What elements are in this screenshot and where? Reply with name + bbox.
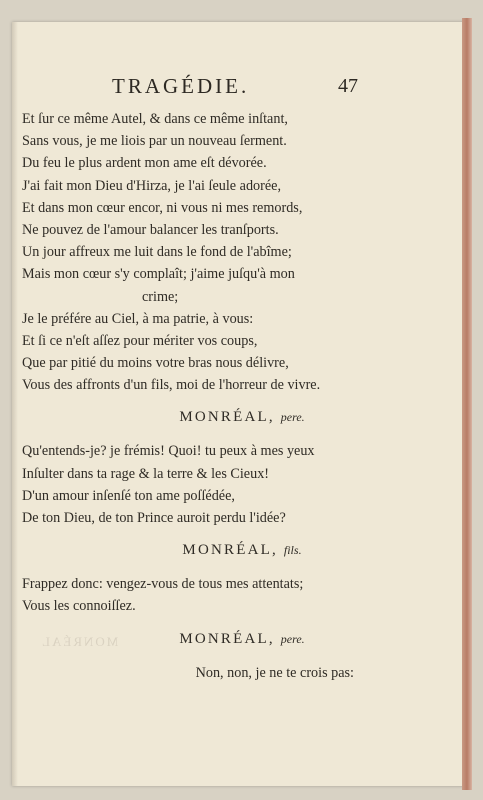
- verse-line: Que par pitié du moins votre bras nous délivre,: [22, 355, 289, 372]
- verse-line-runover: crime;: [142, 288, 179, 305]
- bleed-through-ghost: MONRÉAL: [40, 634, 119, 649]
- verse-line: J'ai fait mon Dieu d'Hirza, je l'ai ſeule adorée,: [22, 177, 281, 194]
- speaker-heading: [22, 535, 462, 565]
- verse-line: Mais mon cœur s'y complaît; j'aime juſqu'à mon: [22, 266, 295, 283]
- running-header: [0, 74, 483, 104]
- verse-line: Du feu le plus ardent mon ame eſt dévorée.: [22, 155, 267, 172]
- page-gutter-shadow: [12, 22, 18, 786]
- verse-line: Ne pouvez de l'amour balancer les tranſports.: [22, 221, 279, 238]
- speaker-name: MONRÉAL,: [182, 542, 278, 559]
- speaker-role: pere.: [280, 410, 305, 425]
- speaker-name: MONRÉAL,: [179, 630, 275, 647]
- verse-line: Et dans mon cœur encor, ni vous ni mes remords,: [22, 199, 303, 216]
- verse-line: Sans vous, je me liois par un nouveau ſerment.: [22, 133, 287, 150]
- verse-line: Je le préfére au Ciel, à ma patrie, à vous:: [22, 310, 254, 327]
- page-number: 47: [338, 75, 358, 97]
- verse-line: Et ſur ce même Autel, & dans ce même inſtant,: [22, 111, 288, 127]
- red-page-edge: [462, 18, 472, 790]
- verse-line: Qu'entends-je? je frémis! Quoi! tu peux à mes yeux: [22, 443, 315, 460]
- verse-line: Un jour affreux me luit dans le fond de l'abîme;: [22, 244, 292, 261]
- verse-line: Frappez donc: vengez-vous de tous mes attentats;: [22, 576, 304, 593]
- speaker-role: fils.: [283, 543, 302, 558]
- verse-line: Vous les connoiſſez.: [22, 598, 136, 615]
- verse-line: Et ſi ce n'eſt aſſez pour mériter vos coups,: [22, 332, 258, 349]
- speaker-heading: [22, 402, 462, 432]
- play-text: [22, 108, 462, 684]
- speaker-role: pere.: [280, 631, 305, 646]
- verse-line: Inſulter dans ta rage & la terre & les Cieux!: [22, 465, 270, 482]
- running-title: TRAGÉDIE.: [112, 74, 250, 98]
- verse-line-half: Non, non, je ne te crois pas:: [195, 664, 354, 681]
- verse-line: De ton Dieu, de ton Prince auroit perdu l'idée?: [22, 510, 286, 526]
- verse-line: D'un amour inſenſé ton ame poſſédée,: [22, 487, 235, 504]
- speaker-name: MONRÉAL,: [179, 409, 275, 426]
- verse-line: Vous des affronts d'un fils, moi de l'horreur de vivre.: [22, 377, 321, 394]
- speaker-heading: [22, 624, 462, 654]
